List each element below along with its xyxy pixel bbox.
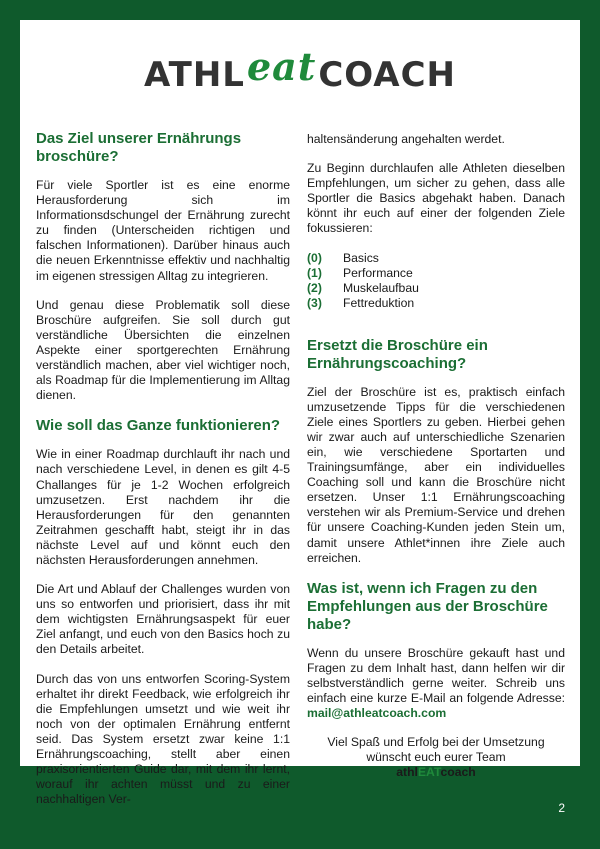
closing-brand [307,765,565,780]
right-column [307,132,565,780]
closing [307,735,565,780]
list-label: Basics [343,250,379,265]
paragraph: Und genau diese Problematik soll diese Broschüre aufgreifen. Sie soll durch gut verständliche Übersichten die einzelnen Aspekte einer sportgerechten Ernährung verständlich machen, aber viel wichtiger noch, als Roadmap für die Implementierung im Alltag dienen. [36,297,290,403]
page-number: 2 [558,801,565,815]
paragraph [307,646,565,721]
brand-part3: coach [440,765,476,780]
heading-ziel: Das Ziel unserer Ernährungs broschüre? [36,130,242,165]
list-number: (3) [307,295,322,310]
left-column [36,130,290,821]
email-link[interactable]: mail@athleatcoach.com [307,706,447,721]
list-item [307,266,565,281]
heading-funktionieren: Wie soll das Ganze funktionieren? [36,417,281,435]
paragraph: haltensänderung angehalten werdet. [307,132,505,146]
heading-ersetzt: Ersetzt die Broschüre ein Ernährungscoaching? [307,336,488,372]
paragraph: Für viele Sportler ist es eine enorme Herausforderung sich im Informationsdschungel der Ernährung zurecht zu finden (Unterscheiden richtigen und falschen Informationen). Darüber hinaus auch die neuen Erkenntnisse effektiv und nachhaltig im eigenen stressigen Alltag zu integrieren. [36,178,290,283]
logo-part3: COACH [318,55,457,95]
closing-line1: Viel Spaß und Erfolg bei der Umsetzung [327,735,545,750]
paragraph: Zu Beginn durchlaufen alle Athleten dieselben Empfehlungen, um sicher zu gehen, dass alle Sportler die Basics abgehakt haben. Danach könnt ihr euch auf einer der folgenden Ziele fokussieren: [307,161,565,236]
paragraph: Die Art und Ablauf der Challenges wurden von uns so entworfen und priorisiert, dass ihr mit dem wichtigsten Ernährungsaspekt für euer Ziel anfangt, und euch von den Basics hoch zu den Details arbeitet. [36,582,290,657]
contact-text: Wenn du unsere Broschüre gekauft hast und Fragen zu dem Inhalt hast, dann helfen wir dir selbstverständlich gerne weiter. Schreib uns einfach eine kurze E-Mail an folgende Adresse: [307,645,565,705]
heading-fragen: Was ist, wenn ich Fragen zu den Empfehlungen aus der Broschüre habe? [307,579,548,633]
list-item [307,281,565,296]
list-label: Muskelaufbau [343,280,419,295]
page [20,20,580,807]
brand-part2: EAT [417,765,441,780]
paragraph: Durch das von uns entworfen Scoring-System erhaltet ihr direkt Feedback, wie erfolgreich ihr die Empfehlungen umsetzt und wie weit ihr noch von der optimalen Ernährung entfernt seid. Das System ersetzt zwar keine 1:1 Ernährungscoaching, stellt aber einen praxisorientierten Guide dar, mit dem ihr lernt, worauf ihr achten müsst und zu einer nachhaltigen Ver- [36,671,290,807]
brand-part1: athl [396,765,418,780]
list-number: (0) [307,250,322,265]
list-item [307,251,565,266]
closing-line2: wünscht euch eurer Team [366,750,506,765]
paragraph: Ziel der Broschüre ist es, praktisch einfach umzusetzende Tipps für die verschiedenen Ziele eines Sportlers zu geben. Hierbei gehen wir zwar auch auf unterschiedliche Szenarien ein, wie verschiedene Sportarten und Trainingsumfänge, aber ein individuelles Coaching soll und kann die Broschüre nicht ersetzen. Unser 1:1 Ernährungscoaching verstehen wir als Premium-Service und drehen für unsere Coaching-Kunden jeden Stein um, damit unsere Athlet*innen ihre Ziele auch erreichen. [307,384,565,565]
goal-list [307,251,565,311]
logo-wordmark [143,44,457,95]
paragraph: Wie in einer Roadmap durchlauft ihr nach und nach verschiedene Level, in denen es gilt 4-5 Challanges für je 1-2 Wochen erfolgreich umzusetzen. Erst nachdem ihr die Herausforderungen für den genannten Zeitrahmen geschafft habt, steigt ihr in das nächste Level auf und könnt euch den nächsten Herausforderungen annehmen. [36,447,290,567]
logo-part1: ATHL [143,55,245,95]
list-label: Fettreduktion [343,295,415,310]
logo [20,44,580,110]
logo-eat: eat [246,44,317,89]
list-label: Performance [343,265,413,280]
list-number: (1) [307,265,322,280]
list-number: (2) [307,280,322,295]
list-item [307,296,565,311]
